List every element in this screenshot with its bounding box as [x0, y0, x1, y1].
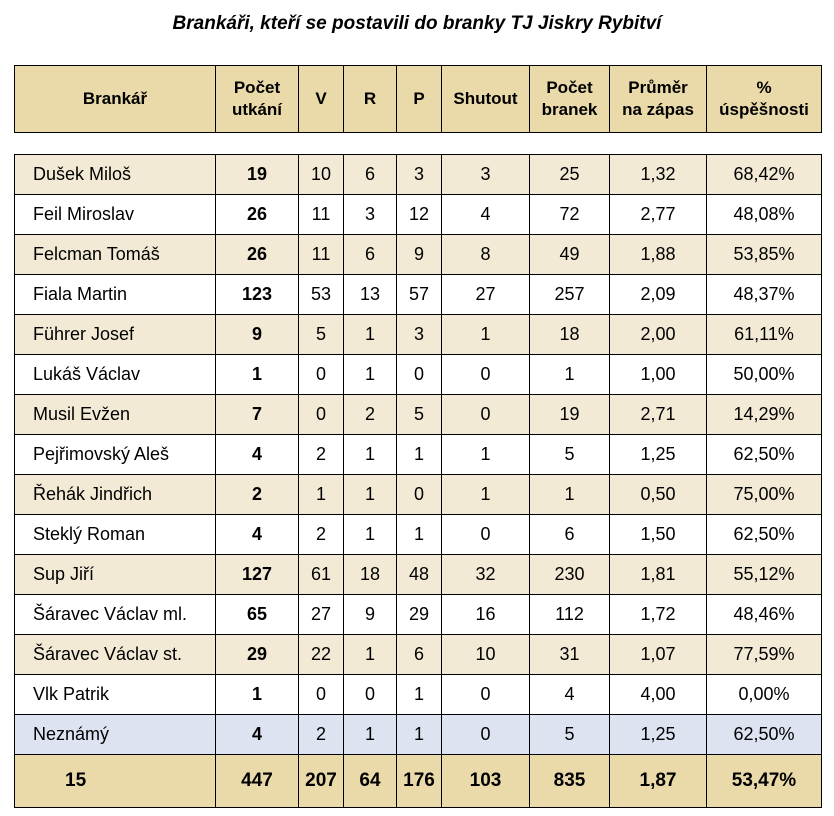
- total-draws: 64: [344, 755, 397, 808]
- losses: 3: [397, 155, 442, 195]
- draws: 1: [344, 475, 397, 515]
- wins: 1: [299, 475, 344, 515]
- goals-conceded: 257: [530, 275, 610, 315]
- col-header-pocet-utkani: Počet utkání: [216, 66, 299, 133]
- games-played: 65: [216, 595, 299, 635]
- goals-conceded: 18: [530, 315, 610, 355]
- col-header-pocet-branek: Počet branek: [530, 66, 610, 133]
- success-rate: 55,12%: [707, 555, 822, 595]
- goalkeeper-name: Šáravec Václav st.: [15, 635, 216, 675]
- shutouts: 1: [442, 475, 530, 515]
- success-rate: 62,50%: [707, 515, 822, 555]
- shutouts: 4: [442, 195, 530, 235]
- games-played: 2: [216, 475, 299, 515]
- success-rate: 48,46%: [707, 595, 822, 635]
- goals-conceded: 25: [530, 155, 610, 195]
- total-goalkeepers-count: 15: [15, 755, 216, 808]
- shutouts: 1: [442, 435, 530, 475]
- col-header-p: P: [397, 66, 442, 133]
- goalkeeper-name: Řehák Jindřich: [15, 475, 216, 515]
- draws: 1: [344, 435, 397, 475]
- goals-per-game: 1,32: [610, 155, 707, 195]
- wins: 61: [299, 555, 344, 595]
- success-rate: 0,00%: [707, 675, 822, 715]
- table-row: [15, 355, 822, 395]
- wins: 2: [299, 715, 344, 755]
- table-row: [15, 395, 822, 435]
- goals-per-game: 2,77: [610, 195, 707, 235]
- goals-per-game: 1,81: [610, 555, 707, 595]
- table-row: [15, 555, 822, 595]
- page-title: Brankáři, kteří se postavili do branky TJ Jiskry Rybitví: [172, 13, 662, 34]
- shutouts: 0: [442, 515, 530, 555]
- wins: 22: [299, 635, 344, 675]
- success-rate: 14,29%: [707, 395, 822, 435]
- draws: 6: [344, 235, 397, 275]
- goalkeepers-table-totals: [14, 754, 822, 808]
- table-row: [15, 315, 822, 355]
- draws: 1: [344, 715, 397, 755]
- shutouts: 3: [442, 155, 530, 195]
- wins: 0: [299, 355, 344, 395]
- draws: 6: [344, 155, 397, 195]
- draws: 1: [344, 515, 397, 555]
- table-row: [15, 675, 822, 715]
- goalkeeper-name: Šáravec Václav ml.: [15, 595, 216, 635]
- success-rate: 61,11%: [707, 315, 822, 355]
- draws: 1: [344, 355, 397, 395]
- games-played: 26: [216, 195, 299, 235]
- shutouts: 1: [442, 315, 530, 355]
- goalkeeper-name: Neznámý: [15, 715, 216, 755]
- shutouts: 32: [442, 555, 530, 595]
- success-rate: 48,08%: [707, 195, 822, 235]
- goalkeeper-name: Feil Miroslav: [15, 195, 216, 235]
- wins: 2: [299, 435, 344, 475]
- goals-per-game: 2,00: [610, 315, 707, 355]
- col-header-prumer: Průměr na zápas: [610, 66, 707, 133]
- success-rate: 50,00%: [707, 355, 822, 395]
- wins: 0: [299, 395, 344, 435]
- success-rate: 68,42%: [707, 155, 822, 195]
- goalkeeper-name: Pejřimovský Aleš: [15, 435, 216, 475]
- goals-conceded: 4: [530, 675, 610, 715]
- goals-conceded: 230: [530, 555, 610, 595]
- losses: 57: [397, 275, 442, 315]
- success-rate: 62,50%: [707, 435, 822, 475]
- goals-conceded: 1: [530, 355, 610, 395]
- goals-per-game: 1,50: [610, 515, 707, 555]
- losses: 48: [397, 555, 442, 595]
- draws: 1: [344, 315, 397, 355]
- success-rate: 77,59%: [707, 635, 822, 675]
- goals-per-game: 1,25: [610, 435, 707, 475]
- losses: 1: [397, 675, 442, 715]
- success-rate: 48,37%: [707, 275, 822, 315]
- table-row: [15, 435, 822, 475]
- shutouts: 0: [442, 715, 530, 755]
- losses: 1: [397, 435, 442, 475]
- shutouts: 10: [442, 635, 530, 675]
- goalkeeper-name: Steklý Roman: [15, 515, 216, 555]
- goals-per-game: 0,50: [610, 475, 707, 515]
- games-played: 7: [216, 395, 299, 435]
- goals-per-game: 1,72: [610, 595, 707, 635]
- wins: 0: [299, 675, 344, 715]
- wins: 11: [299, 195, 344, 235]
- games-played: 4: [216, 435, 299, 475]
- goalkeepers-table-header: [14, 65, 822, 133]
- goals-per-game: 1,88: [610, 235, 707, 275]
- table-row: [15, 235, 822, 275]
- total-shutouts: 103: [442, 755, 530, 808]
- games-played: 19: [216, 155, 299, 195]
- games-played: 127: [216, 555, 299, 595]
- losses: 6: [397, 635, 442, 675]
- table-row: [15, 195, 822, 235]
- goals-conceded: 6: [530, 515, 610, 555]
- table-row: [15, 715, 822, 755]
- games-played: 123: [216, 275, 299, 315]
- shutouts: 8: [442, 235, 530, 275]
- total-average: 1,87: [610, 755, 707, 808]
- table-row: [15, 515, 822, 555]
- goalkeeper-name: Führer Josef: [15, 315, 216, 355]
- losses: 0: [397, 475, 442, 515]
- goals-per-game: 4,00: [610, 675, 707, 715]
- goals-conceded: 5: [530, 715, 610, 755]
- goalkeeper-name: Vlk Patrik: [15, 675, 216, 715]
- goalkeeper-name: Felcman Tomáš: [15, 235, 216, 275]
- goalkeeper-name: Dušek Miloš: [15, 155, 216, 195]
- shutouts: 0: [442, 355, 530, 395]
- header-row: [15, 66, 822, 133]
- total-wins: 207: [299, 755, 344, 808]
- totals-row: [15, 755, 822, 808]
- wins: 11: [299, 235, 344, 275]
- wins: 2: [299, 515, 344, 555]
- table-row: [15, 275, 822, 315]
- games-played: 29: [216, 635, 299, 675]
- total-success-rate: 53,47%: [707, 755, 822, 808]
- goals-per-game: 1,00: [610, 355, 707, 395]
- goals-conceded: 72: [530, 195, 610, 235]
- losses: 1: [397, 715, 442, 755]
- shutouts: 0: [442, 675, 530, 715]
- games-played: 1: [216, 675, 299, 715]
- wins: 10: [299, 155, 344, 195]
- success-rate: 75,00%: [707, 475, 822, 515]
- success-rate: 62,50%: [707, 715, 822, 755]
- games-played: 4: [216, 715, 299, 755]
- draws: 0: [344, 675, 397, 715]
- col-header-shutout: Shutout: [442, 66, 530, 133]
- goals-per-game: 2,71: [610, 395, 707, 435]
- wins: 5: [299, 315, 344, 355]
- goals-conceded: 5: [530, 435, 610, 475]
- losses: 9: [397, 235, 442, 275]
- games-played: 1: [216, 355, 299, 395]
- total-games: 447: [216, 755, 299, 808]
- draws: 3: [344, 195, 397, 235]
- goals-per-game: 1,07: [610, 635, 707, 675]
- col-header-r: R: [344, 66, 397, 133]
- goalkeeper-name: Lukáš Václav: [15, 355, 216, 395]
- table-row: [15, 635, 822, 675]
- col-header-uspesnost: % úspěšnosti: [707, 66, 822, 133]
- goalkeeper-name: Fiala Martin: [15, 275, 216, 315]
- losses: 0: [397, 355, 442, 395]
- draws: 1: [344, 635, 397, 675]
- shutouts: 16: [442, 595, 530, 635]
- goalkeepers-table-body: [14, 154, 822, 755]
- games-played: 26: [216, 235, 299, 275]
- goals-conceded: 49: [530, 235, 610, 275]
- losses: 29: [397, 595, 442, 635]
- games-played: 9: [216, 315, 299, 355]
- total-goals: 835: [530, 755, 610, 808]
- col-header-brankar: Brankář: [15, 66, 216, 133]
- losses: 12: [397, 195, 442, 235]
- losses: 3: [397, 315, 442, 355]
- total-losses: 176: [397, 755, 442, 808]
- col-header-v: V: [299, 66, 344, 133]
- goalkeeper-name: Sup Jiří: [15, 555, 216, 595]
- goals-conceded: 112: [530, 595, 610, 635]
- wins: 53: [299, 275, 344, 315]
- goals-conceded: 19: [530, 395, 610, 435]
- games-played: 4: [216, 515, 299, 555]
- losses: 1: [397, 515, 442, 555]
- success-rate: 53,85%: [707, 235, 822, 275]
- draws: 9: [344, 595, 397, 635]
- table-row: [15, 595, 822, 635]
- goalkeeper-name: Musil Evžen: [15, 395, 216, 435]
- wins: 27: [299, 595, 344, 635]
- goals-conceded: 1: [530, 475, 610, 515]
- table-row: [15, 475, 822, 515]
- losses: 5: [397, 395, 442, 435]
- goals-conceded: 31: [530, 635, 610, 675]
- shutouts: 27: [442, 275, 530, 315]
- draws: 13: [344, 275, 397, 315]
- goals-per-game: 1,25: [610, 715, 707, 755]
- shutouts: 0: [442, 395, 530, 435]
- draws: 2: [344, 395, 397, 435]
- draws: 18: [344, 555, 397, 595]
- goals-per-game: 2,09: [610, 275, 707, 315]
- table-row: [15, 155, 822, 195]
